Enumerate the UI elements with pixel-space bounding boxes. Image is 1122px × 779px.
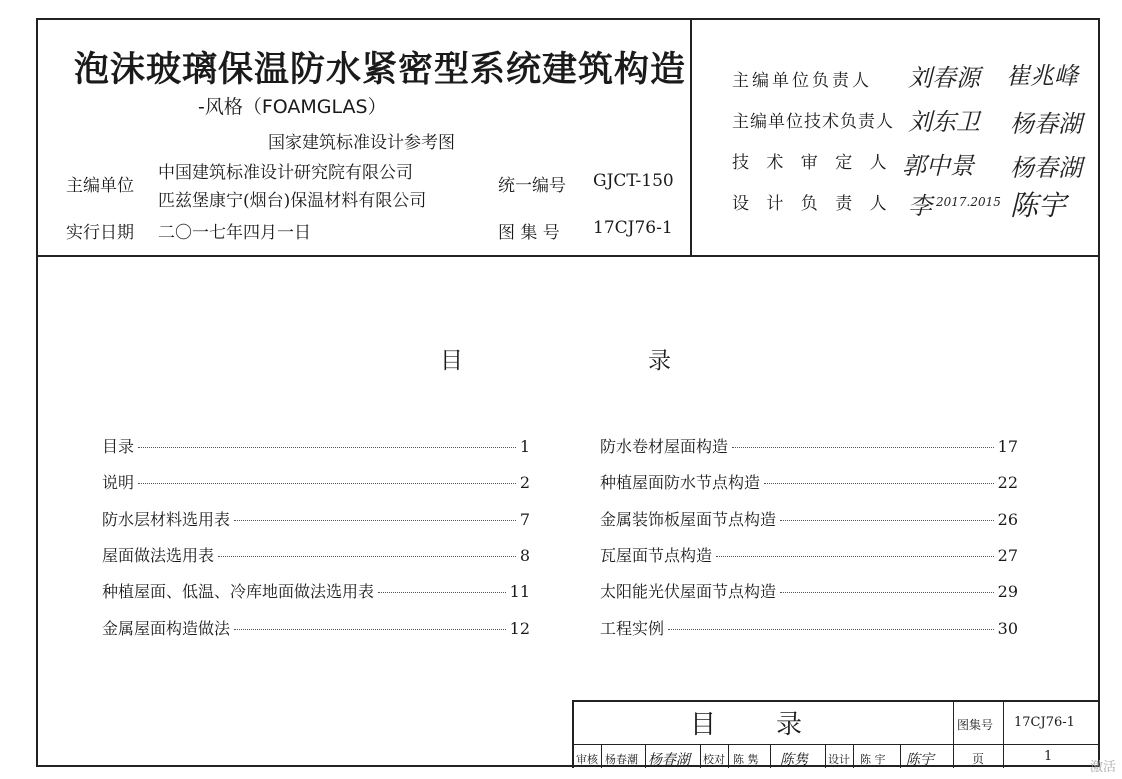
- toc-entry-page: 17: [997, 437, 1018, 456]
- design-signature: 陈宇: [906, 752, 934, 768]
- toc-entry-title: 工程实例: [600, 619, 665, 638]
- toc-entry[interactable]: [600, 543, 1018, 565]
- editor-unit-2: 匹兹堡康宁(烟台)保温材料有限公司: [158, 191, 427, 211]
- responsible-label-4: 设 计 负 责 人: [732, 194, 893, 214]
- editor-unit-1: 中国建筑标准设计研究院有限公司: [158, 163, 413, 183]
- toc-entry[interactable]: [102, 579, 530, 601]
- atlas-number-value: 17CJ76-1: [593, 218, 673, 238]
- toc-entry-page: 30: [997, 619, 1018, 638]
- toc-leader-dots: [668, 629, 994, 630]
- design-name: 陈 宇: [860, 753, 886, 766]
- toc-entry-title: 屋面做法选用表: [102, 546, 215, 565]
- signature-3b: 杨春湖: [1010, 154, 1082, 182]
- signature-1b: 崔兆峰: [1006, 62, 1078, 90]
- toc-leader-dots: [138, 447, 516, 448]
- toc-leader-dots: [138, 483, 516, 484]
- title-block-divider: [953, 700, 954, 768]
- signature-2b: 杨春湖: [1010, 110, 1082, 138]
- title-block-divider: [573, 744, 1100, 745]
- toc-leader-dots: [780, 520, 994, 521]
- watermark: 激活: [1090, 760, 1117, 775]
- title-block-divider: [770, 745, 771, 768]
- title-block-divider: [601, 745, 602, 768]
- toc-entry[interactable]: [102, 434, 530, 456]
- title-block-atlas-value: 17CJ76-1: [1014, 715, 1075, 730]
- title-block-divider: [900, 745, 901, 768]
- toc-entry-page: 12: [509, 619, 530, 638]
- serial-value: GJCT-150: [593, 171, 674, 191]
- toc-entry-title: 金属装饰板屋面节点构造: [600, 510, 777, 529]
- date-label: 实行日期: [66, 223, 134, 243]
- title-block-divider: [728, 745, 729, 768]
- toc-entry[interactable]: [102, 470, 530, 492]
- toc-entry-page: 8: [519, 546, 530, 565]
- header-divider: [36, 255, 1100, 257]
- toc-entry-page: 22: [997, 473, 1018, 492]
- toc-entry-title: 目录: [102, 437, 135, 456]
- atlas-subtitle: -风格（FOAMGLAS）: [198, 96, 387, 118]
- review-signature: 杨春湖: [648, 752, 690, 768]
- design-label: 设计: [828, 753, 850, 766]
- responsible-label-3: 技 术 审 定 人: [732, 153, 893, 173]
- atlas-number-label: 图 集 号: [498, 223, 560, 243]
- title-block-page-label: 页: [972, 752, 985, 766]
- toc-entry-page: 26: [997, 510, 1018, 529]
- signature-1a: 刘春源: [908, 64, 980, 92]
- toc-entry-page: 29: [997, 582, 1018, 601]
- toc-entry[interactable]: [600, 579, 1018, 601]
- title-block-divider: [645, 745, 646, 768]
- atlas-type: 国家建筑标准设计参考图: [268, 133, 455, 153]
- toc-entry-title: 说明: [102, 473, 135, 492]
- signature-4b: 陈宇: [1010, 189, 1067, 222]
- check-name: 陈 隽: [733, 753, 759, 766]
- date-value: 二〇一七年四月一日: [158, 223, 311, 243]
- title-block-atlas-label: 图集号: [957, 718, 994, 732]
- toc-entry-page: 1: [519, 437, 530, 456]
- toc-leader-dots: [716, 556, 994, 557]
- toc-entry-title: 防水卷材屋面构造: [600, 437, 729, 456]
- title-block-divider: [1003, 700, 1004, 768]
- title-block-divider: [853, 745, 854, 768]
- toc-entry[interactable]: [600, 616, 1018, 638]
- signature-3a: 郭中景: [902, 152, 974, 180]
- title-block-name: 目录: [690, 710, 863, 740]
- toc-entry-page: 27: [997, 546, 1018, 565]
- signature-4a-extra: 2017.2015: [936, 195, 1001, 209]
- responsible-label-2: 主编单位技术负责人: [732, 112, 894, 132]
- toc-entry-title: 防水层材料选用表: [102, 510, 231, 529]
- toc-leader-dots: [234, 520, 516, 521]
- review-label: 审核: [576, 753, 598, 766]
- toc-entry-page: 11: [509, 582, 530, 601]
- toc-entry[interactable]: [600, 507, 1018, 529]
- signature-2a: 刘东卫: [908, 108, 980, 136]
- toc-leader-dots: [218, 556, 516, 557]
- toc-entry-page: 2: [519, 473, 530, 492]
- title-block-page-value: 1: [1044, 749, 1053, 764]
- title-block-divider: [700, 745, 701, 768]
- toc-entry[interactable]: [600, 434, 1018, 456]
- toc-leader-dots: [764, 483, 994, 484]
- title-block-divider: [825, 745, 826, 768]
- check-signature: 陈隽: [780, 752, 808, 768]
- toc-entry[interactable]: [102, 507, 530, 529]
- responsible-label-1: 主编单位负责人: [732, 71, 872, 91]
- check-label: 校对: [703, 753, 725, 766]
- toc-entry-title: 金属屋面构造做法: [102, 619, 231, 638]
- toc-title-right: 录: [648, 348, 671, 374]
- serial-label: 统一编号: [498, 176, 566, 196]
- signature-4a: 李: [908, 192, 932, 220]
- toc-leader-dots: [378, 592, 506, 593]
- atlas-title: 泡沫玻璃保温防水紧密型系统建筑构造: [74, 50, 687, 90]
- review-name: 杨春潮: [605, 753, 638, 766]
- toc-leader-dots: [234, 629, 506, 630]
- toc-title-left: 目: [440, 348, 463, 374]
- toc-entry-title: 太阳能光伏屋面节点构造: [600, 582, 777, 601]
- editor-unit-label: 主编单位: [66, 176, 134, 196]
- toc-entry[interactable]: [102, 543, 530, 565]
- toc-leader-dots: [780, 592, 994, 593]
- toc-entry[interactable]: [600, 470, 1018, 492]
- toc-entry[interactable]: [102, 616, 530, 638]
- toc-entry-title: 种植屋面防水节点构造: [600, 473, 761, 492]
- toc-entry-page: 7: [519, 510, 530, 529]
- toc-entry-title: 种植屋面、低温、冷库地面做法选用表: [102, 582, 375, 601]
- header-vertical-divider: [690, 18, 692, 256]
- toc-entry-title: 瓦屋面节点构造: [600, 546, 713, 565]
- toc-leader-dots: [732, 447, 994, 448]
